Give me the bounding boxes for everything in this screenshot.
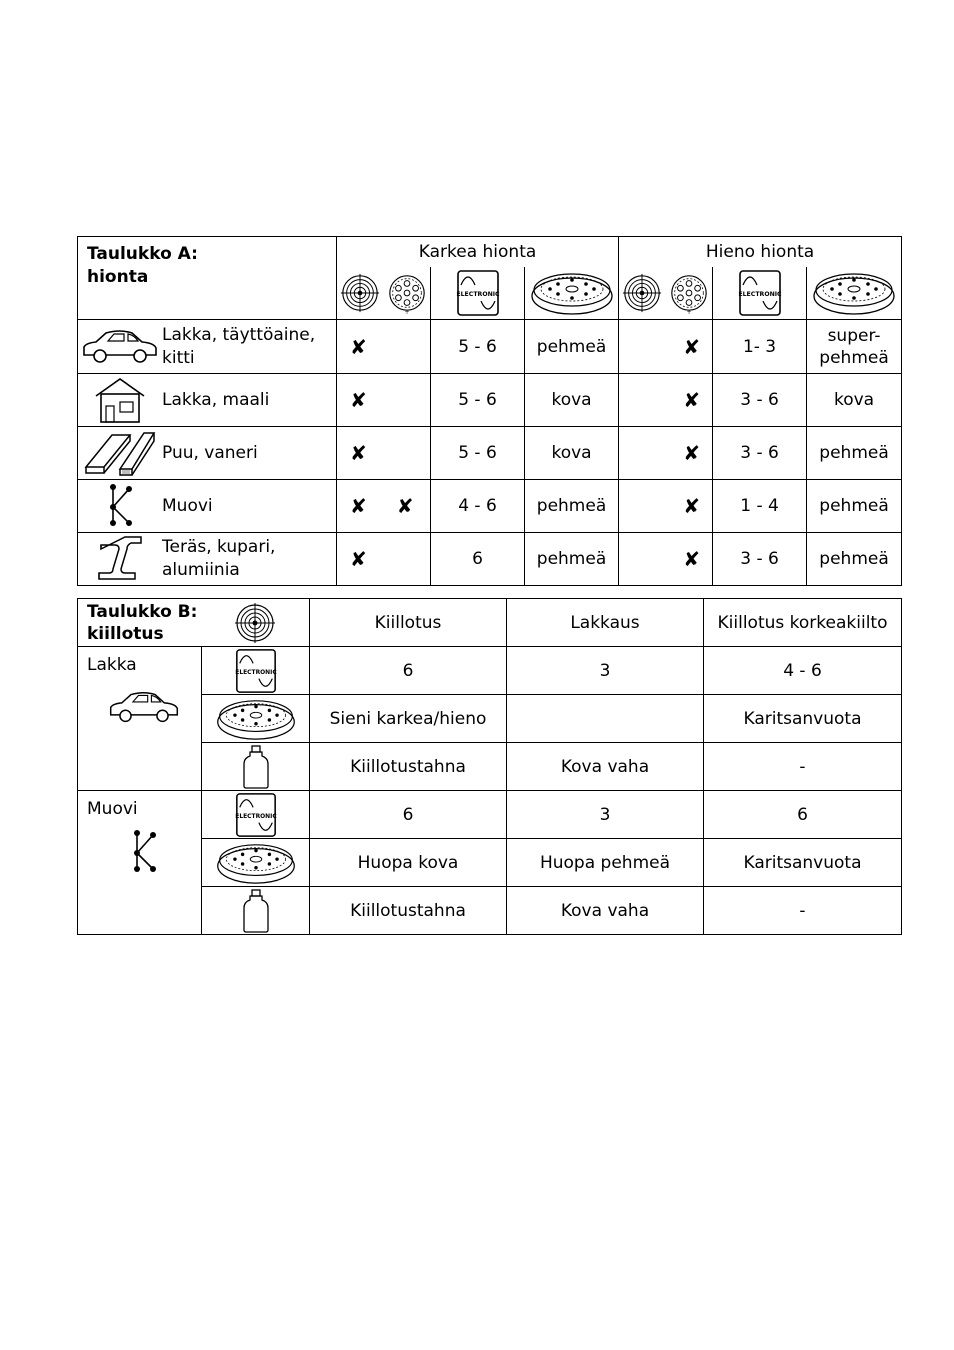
coarse-sanding-header: Karkea hionta [337,237,619,268]
speed-value: 3 - 6 [713,427,807,480]
not-recommended-mark: ✘ [683,547,701,571]
orbit-target-icon [621,272,663,314]
pad-value: pehmeä [525,480,619,533]
pad-value: pehmeä [525,533,619,586]
electronic-wave-icon [234,792,278,838]
plastic-molecule-icon [129,829,159,875]
value-cell: Kova vaha [507,887,704,935]
not-recommended-mark: ✘ [396,494,414,518]
sanding-pad-icon [214,841,298,885]
table-b-title: Taulukko B: kiillotus [78,599,202,647]
group-label: Muovi [87,799,138,819]
table-row [78,791,902,839]
house-icon [92,376,148,424]
value-cell: 6 [310,791,507,839]
not-recommended-mark: ✘ [350,441,367,465]
column-header: Lakkaus [507,599,704,647]
not-recommended-mark: ✘ [683,334,701,359]
value-cell: 3 [507,791,704,839]
material-label: Teräs, kupari, [162,537,276,557]
material-label: Muovi [162,495,213,516]
value-cell: Kiillotustahna [310,887,507,935]
value-cell: - [704,743,902,791]
speed-value: 1- 3 [713,320,807,374]
value-cell: Huopa pehmeä [507,839,704,887]
polish-bottle-icon [241,744,271,790]
wood-icon [82,429,158,477]
car-icon [107,689,181,726]
electronic-wave-icon [737,269,783,317]
pad-value: kova [525,374,619,427]
electronic-wave-icon [234,648,278,694]
table-b-polishing [77,598,902,935]
car-icon [80,327,160,367]
table-row [78,647,902,695]
value-cell: Kiillotustahna [310,743,507,791]
table-row [78,427,902,480]
table-row [78,374,902,427]
sanding-pad-icon [812,270,896,316]
value-cell [507,695,704,743]
speed-value: 3 - 6 [713,374,807,427]
orbit-target-icon [339,272,381,314]
orbit-target-icon [233,601,277,645]
table-row: Lakka, täyttöaine, kitti ✘ 5 - 6 pehmeä ✘ 1- 3 super- pehmeä [78,320,902,374]
speed-value: 6 [431,533,525,586]
speed-value: 5 - 6 [431,320,525,374]
value-cell: 3 [507,647,704,695]
speed-value: 3 - 6 [713,533,807,586]
pad-value: super- pehmeä [807,320,902,374]
speed-value: 4 - 6 [431,480,525,533]
table-a-title: Taulukko A: hionta [78,237,337,320]
random-orbit-icon [386,272,428,314]
sanding-pad-icon [214,697,298,741]
table-row [78,887,902,935]
column-header: Kiillotus [310,599,507,647]
table-row [78,839,902,887]
value-cell: - [704,887,902,935]
table-row [78,743,902,791]
not-recommended-mark: ✘ [350,547,367,571]
pad-value: kova [807,374,902,427]
table-row [78,480,902,533]
value-cell: Huopa kova [310,839,507,887]
column-header: Kiillotus korkeakiilto [704,599,902,647]
pad-value: pehmeä [525,320,619,374]
group-lakka [78,647,202,791]
not-recommended-mark: ✘ [350,334,367,359]
material-label: Lakka, maali [162,389,270,410]
speed-value: 1 - 4 [713,480,807,533]
not-recommended-mark: ✘ [683,388,701,412]
not-recommended-mark: ✘ [683,441,701,465]
not-recommended-mark: ✘ [350,494,367,518]
fine-sanding-header: Hieno hionta [619,237,902,268]
pad-value: pehmeä [807,480,902,533]
pad-value: kova [525,427,619,480]
value-cell: Sieni karkea/hieno [310,695,507,743]
group-label: Lakka [87,655,137,675]
value-cell: Karitsanvuota [704,839,902,887]
value-cell: Karitsanvuota [704,695,902,743]
table-a-sanding [77,236,902,586]
value-cell: 6 [704,791,902,839]
pad-value: pehmeä [807,427,902,480]
polish-bottle-icon [241,888,271,934]
pad-value: pehmeä [807,533,902,586]
table-row [78,695,902,743]
random-orbit-icon [668,272,710,314]
orbit-modes-cell [619,267,713,320]
value-cell: 4 - 6 [704,647,902,695]
value-cell: 6 [310,647,507,695]
table-row: Teräs, kupari, alumiinia ✘ 6 pehmeä ✘ 3 - 6 pehmeä [78,533,902,586]
sanding-pad-icon [530,270,614,316]
not-recommended-mark: ✘ [350,388,367,412]
value-cell: Kova vaha [507,743,704,791]
speed-value: 5 - 6 [431,427,525,480]
material-label: Lakka, täyttöaine, [162,324,316,345]
group-muovi [78,791,202,935]
steel-beam-icon [95,535,145,583]
plastic-molecule-icon [105,483,135,529]
orbit-modes-cell [337,267,431,320]
speed-value: 5 - 6 [431,374,525,427]
not-recommended-mark: ✘ [683,494,701,518]
electronic-wave-icon [455,269,501,317]
material-label: Puu, vaneri [162,442,258,463]
